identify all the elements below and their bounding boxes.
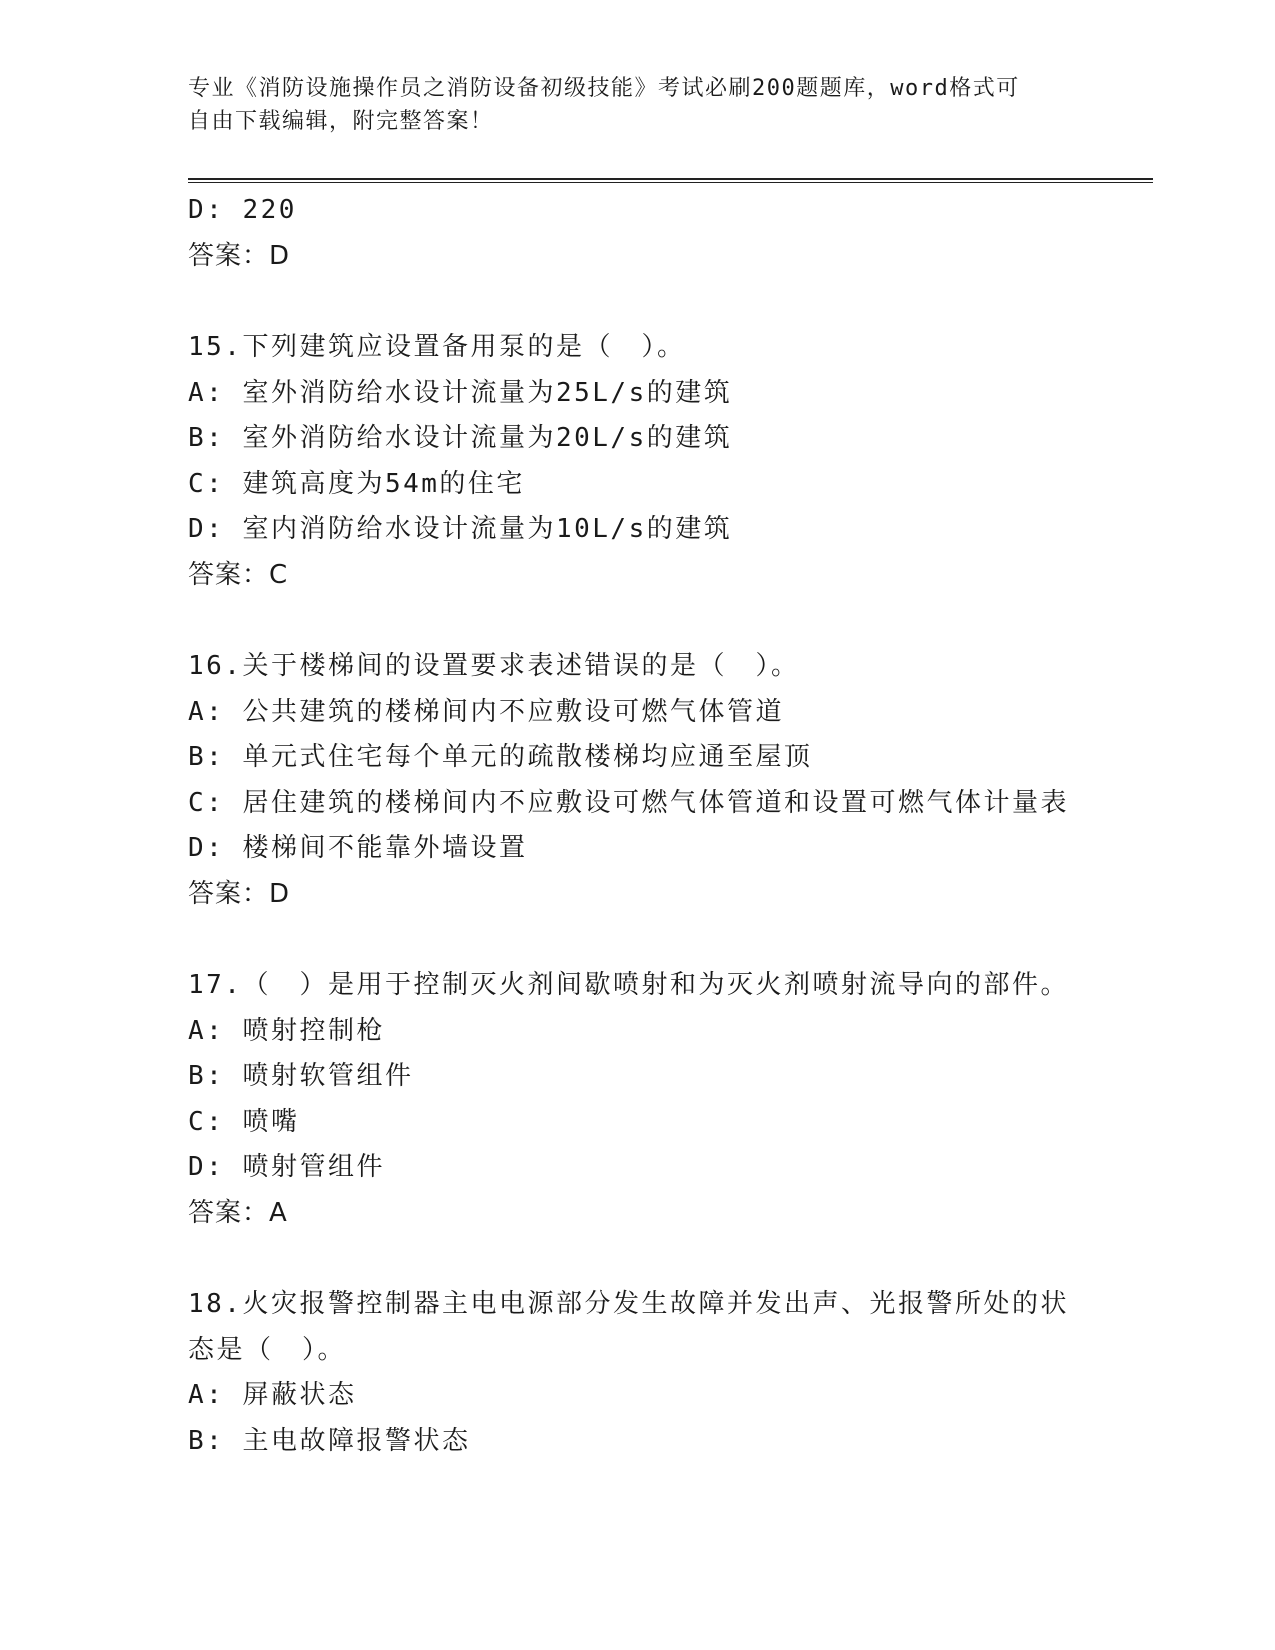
answer-line: 答案：C [188,559,289,590]
question-content [188,188,1148,1464]
option-a: A: 屏蔽状态 [188,1380,357,1410]
option-d: D: 喷射管组件 [188,1152,385,1182]
answer-line: 答案：A [188,1197,288,1228]
header-divider [188,178,1153,184]
question-stem: 15.下列建筑应设置备用泵的是（ ）。 [188,332,686,362]
option-d: D: 楼梯间不能靠外墙设置 [188,833,528,863]
option-b: B: 单元式住宅每个单元的疏散楼梯均应通至屋顶 [188,742,813,772]
question-16 [188,644,1148,917]
option-d: D: 220 [188,195,297,225]
option-b: B: 主电故障报警状态 [188,1425,471,1456]
question-17 [188,963,1148,1236]
answer-line: 答案：D [188,878,291,909]
answer-line: 答案：D [188,240,291,271]
header-line-2: 自由下载编辑，附完整答案！ [188,109,494,134]
previous-question-tail [188,188,1148,279]
header-line-1: 专业《消防设施操作员之消防设备初级技能》考试必刷200题题库，word格式可 [188,76,1020,101]
option-c: C: 喷嘴 [188,1106,300,1137]
question-stem: 16.关于楼梯间的设置要求表述错误的是（ ）。 [188,651,800,681]
option-a: A: 公共建筑的楼梯间内不应敷设可燃气体管道 [188,696,784,727]
divider-thick-line [188,178,1153,180]
question-18 [188,1282,1148,1464]
question-stem: 17.（ ）是用于控制灭火剂间歇喷射和为灭火剂喷射流导向的部件。 [188,970,1069,1000]
document-header [188,72,1088,138]
question-stem-line-1: 18.火灾报警控制器主电电源部分发生故障并发出声、光报警所处的状 [188,1289,1069,1319]
question-15 [188,325,1148,598]
question-stem-line-2: 态是（ ）。 [188,1334,347,1365]
option-c: C: 建筑高度为54m的住宅 [188,468,525,499]
option-d: D: 室内消防给水设计流量为10L/s的建筑 [188,514,733,544]
divider-thin-line [188,182,1153,183]
option-b: B: 喷射软管组件 [188,1061,414,1091]
option-c: C: 居住建筑的楼梯间内不应敷设可燃气体管道和设置可燃气体计量表 [188,787,1069,818]
option-a: A: 室外消防给水设计流量为25L/s的建筑 [188,377,733,408]
option-a: A: 喷射控制枪 [188,1015,385,1046]
option-b: B: 室外消防给水设计流量为20L/s的建筑 [188,423,733,453]
